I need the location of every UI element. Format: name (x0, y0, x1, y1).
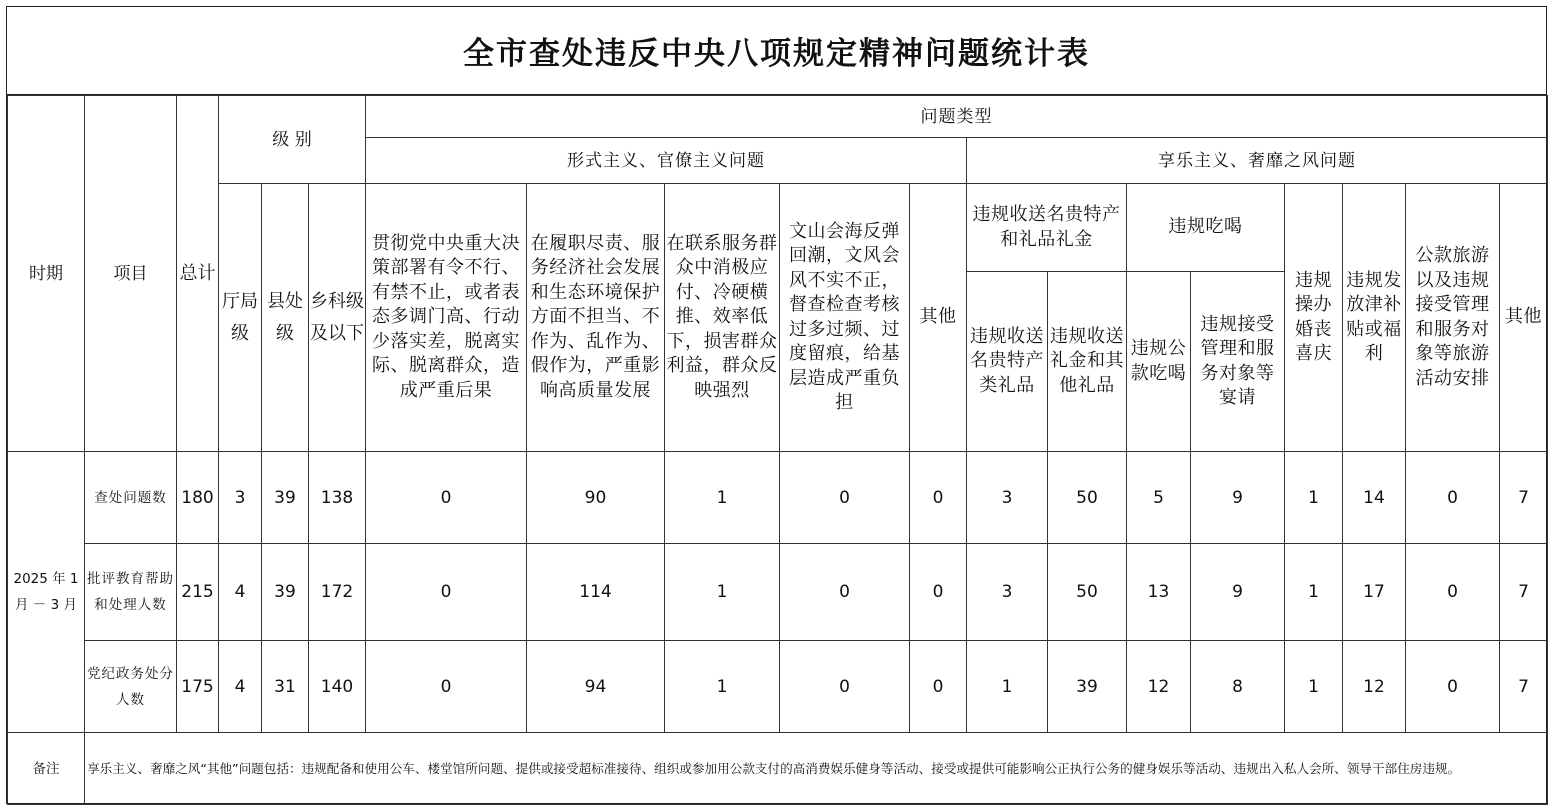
row-label: 批评教育帮助和处理人数 (85, 544, 177, 641)
cell: 12 (1343, 641, 1406, 733)
cell: 94 (527, 641, 665, 733)
formalism-group-header: 形式主义、官僚主义问题 (366, 138, 967, 184)
cell: 4 (219, 544, 262, 641)
cell: 39 (262, 452, 309, 544)
cell: 1 (1285, 452, 1343, 544)
cell: 1 (967, 641, 1048, 733)
cell: 7 (1500, 641, 1548, 733)
total-header: 总计 (177, 96, 219, 452)
cell: 215 (177, 544, 219, 641)
cell: 0 (366, 641, 527, 733)
cell: 39 (1048, 641, 1127, 733)
hedonism-col-other: 其他 (1500, 184, 1548, 452)
cell: 0 (910, 544, 967, 641)
period-header: 时期 (8, 96, 85, 452)
row-label: 查处问题数 (85, 452, 177, 544)
cell: 9 (1191, 544, 1285, 641)
statistics-sheet (6, 6, 1547, 804)
cell: 0 (910, 641, 967, 733)
hedonism-col-wedding: 违规操办婚丧喜庆 (1285, 184, 1343, 452)
cell: 1 (665, 452, 780, 544)
cell: 17 (1343, 544, 1406, 641)
formalism-col-2: 在履职尽责、服务经济社会发展和生态环境保护方面不担当、不作为、乱作为、假作为，严重影响高质量发展 (527, 184, 665, 452)
table-title: 全市查处违反中央八项规定精神问题统计表 (7, 7, 1546, 95)
cell: 114 (527, 544, 665, 641)
note-row (8, 733, 1548, 805)
eat-group-header: 违规吃喝 (1127, 184, 1285, 272)
cell: 14 (1343, 452, 1406, 544)
cell: 0 (780, 641, 910, 733)
cell: 0 (1406, 452, 1500, 544)
cell: 0 (1406, 641, 1500, 733)
hedonism-col-travel: 公款旅游以及违规接受管理和服务对象等旅游活动安排 (1406, 184, 1500, 452)
cell: 0 (366, 544, 527, 641)
level-col-bureau: 厅局级 (219, 184, 262, 452)
cell: 180 (177, 452, 219, 544)
formalism-col-1: 贯彻党中央重大决策部署有令不行、有禁不止，或者表态多调门高、行动少落实差，脱离实际、脱离群众，造成严重后果 (366, 184, 527, 452)
cell: 1 (665, 641, 780, 733)
cell: 12 (1127, 641, 1191, 733)
level-col-township: 乡科级及以下 (309, 184, 366, 452)
cell: 0 (366, 452, 527, 544)
note-text: 享乐主义、奢靡之风“其他”问题包括：违规配备和使用公车、楼堂馆所问题、提供或接受超标准接待、组织或参加用公款支付的高消费娱乐健身等活动、接受或提供可能影响公正执行公务的健身娱乐等活动、违规出入私人会所、领导干部住房违规。 (85, 733, 1548, 805)
cell: 7 (1500, 544, 1548, 641)
cell: 8 (1191, 641, 1285, 733)
cell: 0 (780, 452, 910, 544)
cell: 9 (1191, 452, 1285, 544)
cell: 5 (1127, 452, 1191, 544)
table-row (8, 452, 1548, 544)
level-col-county: 县处级 (262, 184, 309, 452)
statistics-table (7, 95, 1548, 805)
cell: 4 (219, 641, 262, 733)
cell: 0 (780, 544, 910, 641)
note-label: 备注 (8, 733, 85, 805)
cell: 3 (967, 544, 1048, 641)
cell: 175 (177, 641, 219, 733)
gift-col-specialty: 违规收送名贵特产类礼品 (967, 272, 1048, 452)
eat-col-banquet: 违规接受管理和服务对象等宴请 (1191, 272, 1285, 452)
problem-type-header: 问题类型 (366, 96, 1548, 138)
item-header: 项目 (85, 96, 177, 452)
gift-group-header: 违规收送名贵特产和礼品礼金 (967, 184, 1127, 272)
cell: 13 (1127, 544, 1191, 641)
eat-col-public-funds: 违规公款吃喝 (1127, 272, 1191, 452)
cell: 0 (1406, 544, 1500, 641)
cell: 1 (1285, 544, 1343, 641)
formalism-col-other: 其他 (910, 184, 967, 452)
cell: 3 (219, 452, 262, 544)
period-value: 2025 年 1 月 － 3 月 (8, 452, 85, 733)
cell: 50 (1048, 544, 1127, 641)
formalism-col-4: 文山会海反弹回潮，文风会风不实不正，督查检查考核过多过频、过度留痕，给基层造成严重负担 (780, 184, 910, 452)
cell: 138 (309, 452, 366, 544)
level-header: 级 别 (219, 96, 366, 184)
formalism-col-3: 在联系服务群众中消极应付、冷硬横推、效率低下，损害群众利益，群众反映强烈 (665, 184, 780, 452)
row-label: 党纪政务处分人数 (85, 641, 177, 733)
cell: 3 (967, 452, 1048, 544)
gift-col-cash: 违规收送礼金和其他礼品 (1048, 272, 1127, 452)
cell: 31 (262, 641, 309, 733)
cell: 1 (665, 544, 780, 641)
cell: 172 (309, 544, 366, 641)
cell: 1 (1285, 641, 1343, 733)
cell: 140 (309, 641, 366, 733)
hedonism-col-allowance: 违规发放津补贴或福利 (1343, 184, 1406, 452)
cell: 50 (1048, 452, 1127, 544)
cell: 0 (910, 452, 967, 544)
cell: 90 (527, 452, 665, 544)
table-row (8, 544, 1548, 641)
cell: 7 (1500, 452, 1548, 544)
hedonism-group-header: 享乐主义、奢靡之风问题 (967, 138, 1548, 184)
cell: 39 (262, 544, 309, 641)
table-row (8, 641, 1548, 733)
